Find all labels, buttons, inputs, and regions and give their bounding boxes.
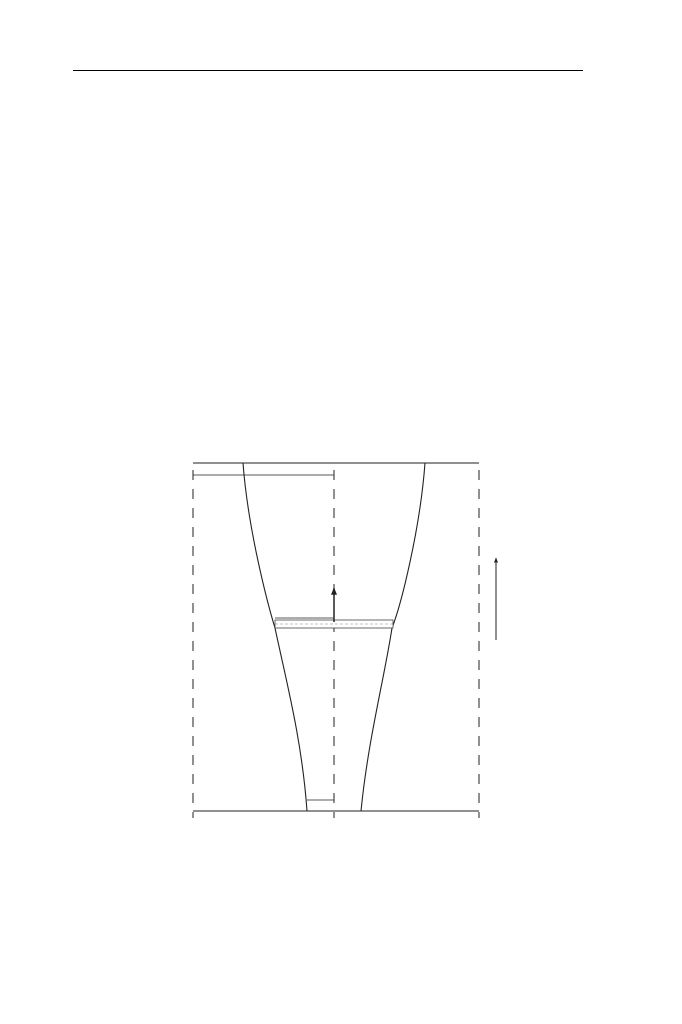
figure-streamtube (180, 410, 500, 870)
streamline-left (243, 463, 307, 811)
running-head (73, 52, 583, 71)
streamline-right (361, 463, 425, 811)
